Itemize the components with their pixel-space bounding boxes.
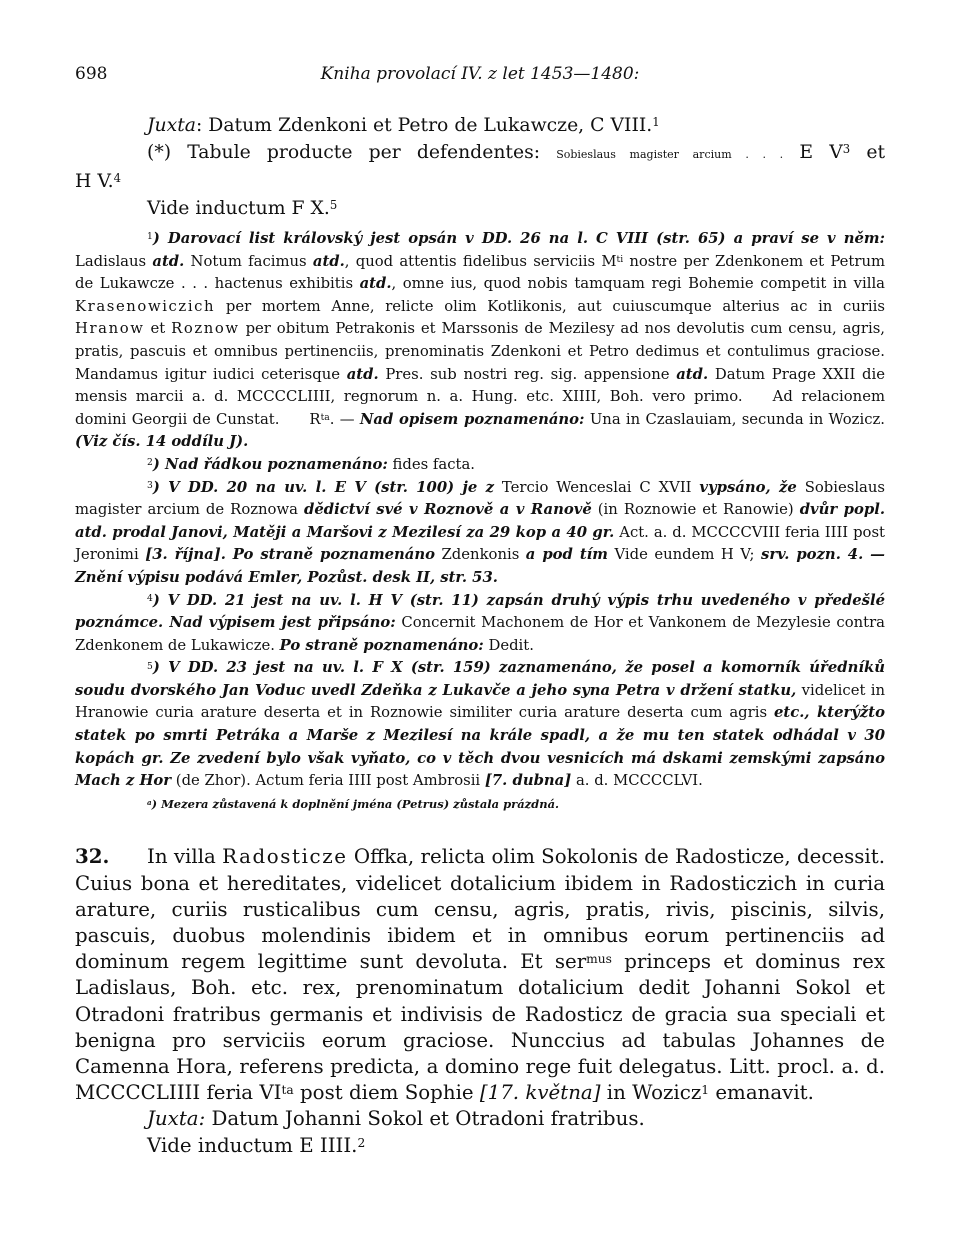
footnotes	[75, 228, 885, 815]
document-page	[75, 62, 885, 1159]
page-number: 698	[75, 64, 108, 84]
footnote-5: $^5$) V DD. 23 jest na uv. l. F X (str. 159) zaznamenáno, že posel a komorník úředníků soudu dvorského Jan Voduc uvedl Zdeňka z Lukavče a jeho syna Petra v držení statku, videlicet in Hranowie curia arature deserta et in Roznowie similiter curia arature deserta cum agris etc., kterýžto statek po smrti Petráka a Marše z Mezilesí na krále spadl, a že mu ten statek odhádal v 30 kopách gr. Ze zvedení bylo však vyňato, co v těch dvou vesnicích má dskami zemskými zapsáno Mach z Hor (de Zhor). Actum feria IIII post Ambrosii [7. dubna] a. d. MCCCCLVI.	[75, 659, 885, 790]
page-header	[75, 62, 885, 94]
footnote-a: $^a$) Mezera zůstavená k doplnění jména (Petrus) zůstala prázdná.	[147, 796, 560, 811]
footnote-2: $^2$) Nad řádkou poznamenáno: fides facta.	[147, 455, 475, 473]
entry-32-text: 32. In villa Radosticze Offka, relicta olim Sokolonis de Radosticze, decessit. Cuius bona et hereditates, videlicet dotalicium ibidem in Radosticzich in curia arature, curiis rusticalibus cum censu, agris, pratis, rivis, piscinis, silvis, pascuis, duobus molendinis ibidem et in omnibus eorum pertinenciis ad dominum regem legittime sunt devoluta. Et ser$^{mus}$ princeps et dominus rex Ladislaus, Boh. etc. rex, prenominatum dotalicium dedit Johanni Sokol et Otradoni fratribus germanis et indivisis de Radosticz de gracia sua speciali et benigna pro serviciis eorum graciose. Nunccius ad tabulas Johannes de Camenna Hora, referens predicta, a domino rege fuit delegatus. Litt. procl. a. d. MCCCCLIIII feria $VI^{ta}$ post diem Sophie [17. května] in Wozicz$^1$ emanavit.	[75, 844, 885, 1105]
entry-32-juxta: Juxta: Datum Johanni Sokol et Otradoni fratribus.	[147, 1107, 645, 1131]
footnote-4: $^4$) V DD. 21 jest na uv. l. H V (str. 11) zapsán druhý výpis trhu uvedeného v předešlé poznámce. Nad výpisem jest připsáno: Concernit Machonem de Hor et Vankonem de Mezylesie contra Zdenkonem de Lukawicze. Po straně poznamenáno: Dedit.	[75, 591, 885, 654]
entry-32	[75, 843, 885, 1158]
running-title: Kniha provolací IV. z let 1453—1480:	[320, 64, 640, 84]
footnote-3: $^3$) V DD. 20 na uv. l. E V (str. 100) je z Tercio Wenceslai C XVII vypsáno, že Sobieslaus magister arcium de Roznowa dědictví své v Roznově a v Ranově (in Roznowie et Ranowie) dvůr popl. atd. prodal Janovi, Matěji a Maršovi z Mezilesí za 29 kop a 40 gr. Act. a. d. MCCCCVIII feria IIII post Jeronimi [3. října]. Po straně poznamenáno Zdenkonis a pod tím Vide eundem H V; srv. pozn. 4. — Znění výpisu podává Emler, Pozůst. desk II, str. 53.	[75, 478, 886, 586]
entry-number: 32.	[75, 844, 110, 869]
top-block	[75, 112, 885, 222]
vide-line: Vide inductum F X.$^5$	[147, 198, 338, 219]
juxta-line: Juxta: Datum Zdenkoni et Petro de Lukawcze, C VIII.$^1$	[147, 115, 660, 136]
hv-line: H V.$^4$	[75, 171, 122, 192]
tabule-line: (*) Tabule producte per defendentes: Sobieslaus magister arcium . . . E $V^3$ et	[147, 142, 885, 163]
entry-32-vide: Vide inductum E IIII.$^2$	[147, 1133, 366, 1157]
footnote-1: $^1$) Darovací list královský jest opsán v DD. 26 na l. C VIII (str. 65) a praví se v něm: Ladislaus atd. Notum facimus atd., quod attentis fidelibus serviciis $M^{ti}$ nostre per Zdenkonem et Petrum de Lukawcze . . . hactenus exhibitis atd., omne ius, quod nobis tamquam regi Bohemie competit in villa Krasenowiczich per mortem Anne, relicte olim Kotlikonis, aut cuiuscumque alterius ac in curiis Hranow et Roznow per obitum Petrakonis et Marssonis de Mezilesy ad nos devolutis cum censu, agris, pratis, pascuis et omnibus pertinenciis, prenominatis Zdenkoni et Petro dedimus et contulimus graciose. Mandamus igitur iudici ceterisque atd. Pres. sub nostri reg. sig. appensione atd. Datum Prage XXII die mensis marcii a. d. MCCCCLIIII, regnorum n. a. Hung. etc. XIIII, Boh. vero primo. Ad relacionem domini Georgii de Cunstat. $R^{ta}$. — Nad opisem poznamenáno: Una in Czaslauiam, secunda in Wozicz. (Viz čís. 14 oddílu J).	[75, 230, 886, 451]
